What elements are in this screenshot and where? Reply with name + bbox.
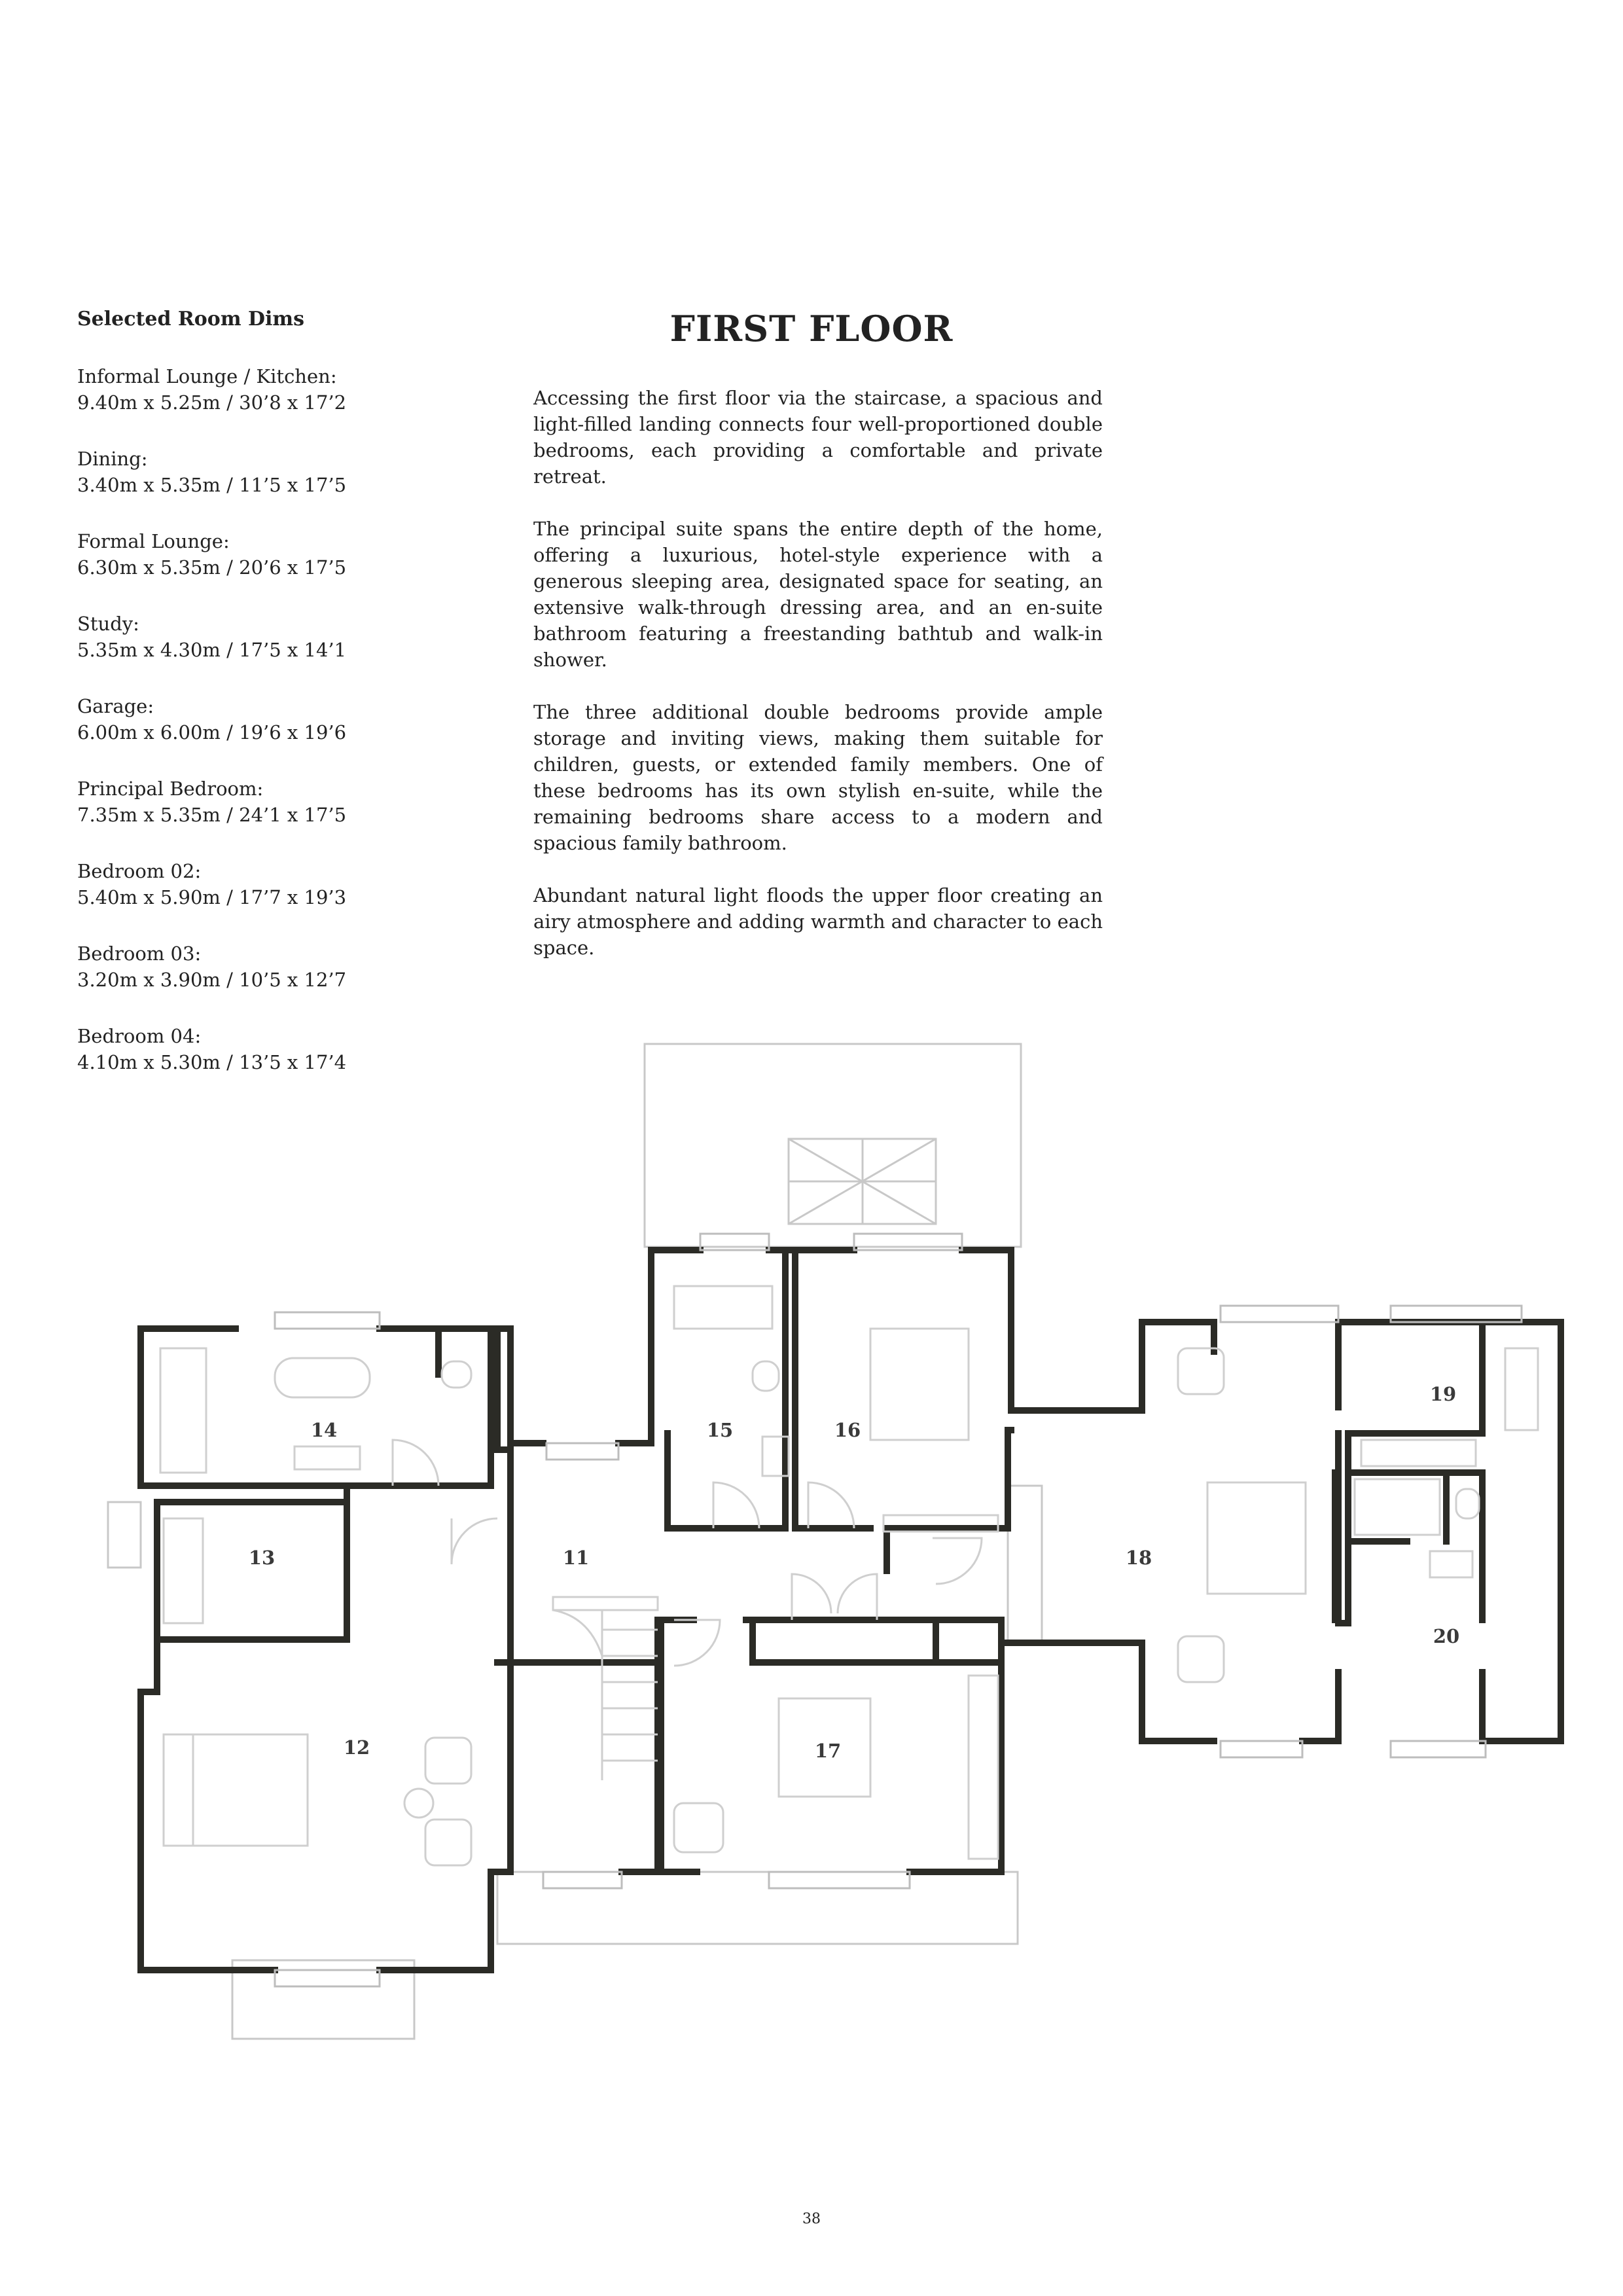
description-text [533, 385, 1103, 987]
room-dims: 4.10m x 5.30m / 13’5 x 17’4 [77, 1051, 347, 1073]
room-dim-item [77, 611, 444, 663]
paragraph: The principal suite spans the entire depth of the home, offering a luxurious, hotel-style experience with a generous sleeping area, designated space for seating, an extensive walk-through dressing area, and an en-suite bathroom featuring a freestanding bathtub and walk-in shower. [533, 518, 1103, 671]
room-label-17: 17 [814, 1740, 842, 1762]
room-name: Bedroom 04: [77, 1025, 202, 1047]
room-dims: 6.30m x 5.35m / 20’6 x 17’5 [77, 556, 347, 579]
room-label-20: 20 [1433, 1625, 1460, 1647]
page-number: 38 [802, 2211, 821, 2227]
room-labels [249, 1383, 1459, 1762]
room-name: Dining: [77, 448, 148, 470]
room-name: Formal Lounge: [77, 530, 230, 552]
room-name: Bedroom 03: [77, 942, 202, 965]
room-dim-item [77, 858, 444, 910]
room-dim-item [77, 693, 444, 745]
room-dims: 3.20m x 3.90m / 10’5 x 12’7 [77, 969, 347, 991]
first-floor-plan [0, 1021, 1623, 2055]
room-dim-item [77, 363, 444, 416]
paragraph: The three additional double bedrooms provide ample storage and inviting views, making them suitable for children, guests, or extended family members. One of these bedrooms has its own stylish en-suite, while the remaining bedrooms share access to a modern and spacious family bathroom. [533, 701, 1103, 854]
room-name: Principal Bedroom: [77, 778, 264, 800]
room-dimensions-sidebar [77, 308, 444, 1105]
stairs [553, 1597, 658, 1780]
room-label-19: 19 [1429, 1383, 1457, 1405]
room-label-14: 14 [310, 1419, 338, 1441]
room-label-13: 13 [248, 1547, 276, 1569]
room-label-11: 11 [562, 1547, 590, 1569]
room-label-16: 16 [834, 1419, 861, 1441]
room-dim-item [77, 776, 444, 828]
room-dims: 3.40m x 5.35m / 11’5 x 17’5 [77, 474, 347, 496]
room-name: Bedroom 02: [77, 860, 202, 882]
room-label-18: 18 [1125, 1547, 1152, 1569]
furniture [160, 1286, 1538, 1865]
room-label-15: 15 [706, 1419, 734, 1441]
room-name: Informal Lounge / Kitchen: [77, 365, 337, 387]
room-dims: 9.40m x 5.25m / 30’8 x 17’2 [77, 391, 347, 414]
page-title: FIRST FLOOR [669, 308, 954, 350]
room-dim-item [77, 528, 444, 581]
room-dims: 5.35m x 4.30m / 17’5 x 14’1 [77, 639, 347, 661]
room-label-12: 12 [343, 1736, 370, 1759]
sidebar-heading: Selected Room Dims [77, 308, 305, 331]
room-dims: 6.00m x 6.00m / 19’6 x 19’6 [77, 721, 347, 744]
room-name: Garage: [77, 695, 154, 717]
room-dim-item [77, 941, 444, 993]
outdoor-terraces [108, 1044, 1042, 2039]
room-name: Study: [77, 613, 139, 635]
paragraph: Abundant natural light floods the upper floor creating an airy atmosphere and adding warmth and character to each space. [533, 884, 1103, 959]
room-dim-item [77, 446, 444, 498]
room-dims: 5.40m x 5.90m / 17’7 x 19’3 [77, 886, 347, 908]
paragraph: Accessing the first floor via the staircase, a spacious and light-filled landing connects four well-proportioned double bedrooms, each providing a comfortable and private retreat. [533, 387, 1103, 488]
room-dims: 7.35m x 5.35m / 24’1 x 17’5 [77, 804, 347, 826]
doors [393, 1440, 982, 1666]
